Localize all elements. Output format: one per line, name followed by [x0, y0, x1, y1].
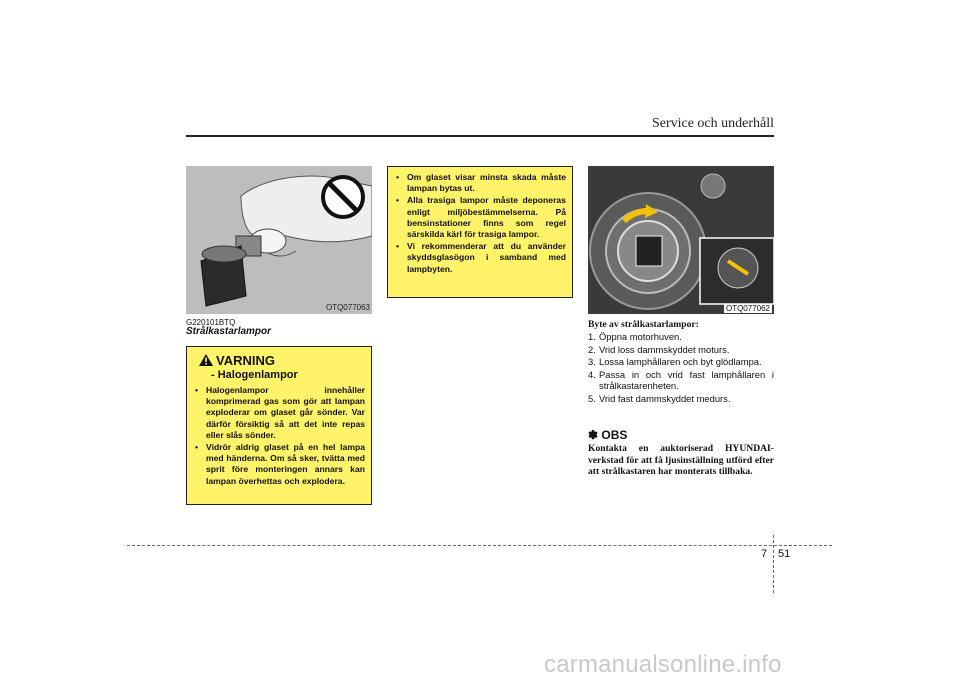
step-text: Passa in och vrid fast lamphållaren i strålkastarenheten. [599, 368, 774, 392]
step-number: 1. [588, 331, 596, 342]
image-code-2: OTQ077062 [725, 304, 770, 313]
section-code: G220101BTQ [186, 318, 236, 327]
section-title: Strålkastarlampor [186, 326, 272, 337]
note-bullet: • Vi rekommenderar att du använder skyddsglasögon i samband med lampbyten. [396, 241, 566, 275]
headlamp-drawing [588, 166, 774, 314]
warning-subheading: - Halogenlampor [211, 369, 298, 381]
header-rule [186, 135, 774, 137]
step-number: 5. [588, 392, 596, 404]
warning-bullet: • Halogenlampor innehåller komprimerad gas som gör att lampan exploderar om glaset går sönder. Var därför försiktig så att det inte repas eller slås sönder. [195, 385, 365, 441]
warning-triangle-icon [199, 354, 213, 366]
chapter-number: 7 [761, 548, 768, 560]
step-text: Öppna motorhuven. [599, 331, 682, 342]
bulb-handling-illustration [186, 166, 372, 314]
warning-bullet: • Vidrör aldrig glaset på en hel lampa med händerna. Om så sker, tvätta med sprit före monteringen annars kan lampan överhettas och explodera. [195, 442, 365, 487]
page-number: 51 [778, 548, 791, 560]
obs-text: Kontakta en auktoriserad HYUNDAI-verkstad för att få ljusinställning utförd efter att strålkastaren har monterats tillbaka. [588, 443, 774, 477]
obs-heading: ✽ OBS [588, 428, 628, 442]
no-touch-icon [320, 174, 366, 220]
note-bullet: • Alla trasiga lampor måste deponeras enligt miljöbestämmelserna. På bensinstationer finns som regel särskilda kärl för trasiga lampor. [396, 195, 566, 240]
footer-vertical-divider [773, 535, 774, 593]
warning-heading: VARNING [216, 353, 275, 368]
step-number: 3. [588, 356, 596, 368]
warning-box [186, 346, 372, 505]
note-box [387, 166, 573, 298]
steps-title: Byte av strålkastarlampor: [588, 319, 699, 330]
step-item [588, 344, 774, 356]
note-bullet: • Om glaset visar minsta skada måste lampan bytas ut. [396, 172, 566, 194]
step-text: Vrid loss dammskyddet moturs. [599, 343, 730, 355]
step-item [588, 369, 774, 392]
step-number: 4. [588, 368, 596, 380]
image-code-1: OTQ077063 [325, 303, 370, 312]
note-bullets [396, 172, 566, 276]
headlamp-illustration [588, 166, 774, 314]
step-item [588, 331, 774, 343]
step-number: 2. [588, 343, 596, 355]
page-header-title: Service och underhåll [651, 116, 774, 131]
step-item [588, 356, 774, 368]
step-text: Vrid fast dammskyddet medurs. [599, 392, 731, 404]
watermark: carmanualsonline.info [544, 651, 782, 678]
footer-divider [127, 545, 832, 546]
warning-heading-row [199, 353, 275, 368]
steps-list [588, 331, 774, 406]
step-text: Lossa lamphållaren och byt glödlampa. [599, 356, 762, 368]
step-item [588, 393, 774, 405]
warning-bullets [195, 385, 365, 488]
